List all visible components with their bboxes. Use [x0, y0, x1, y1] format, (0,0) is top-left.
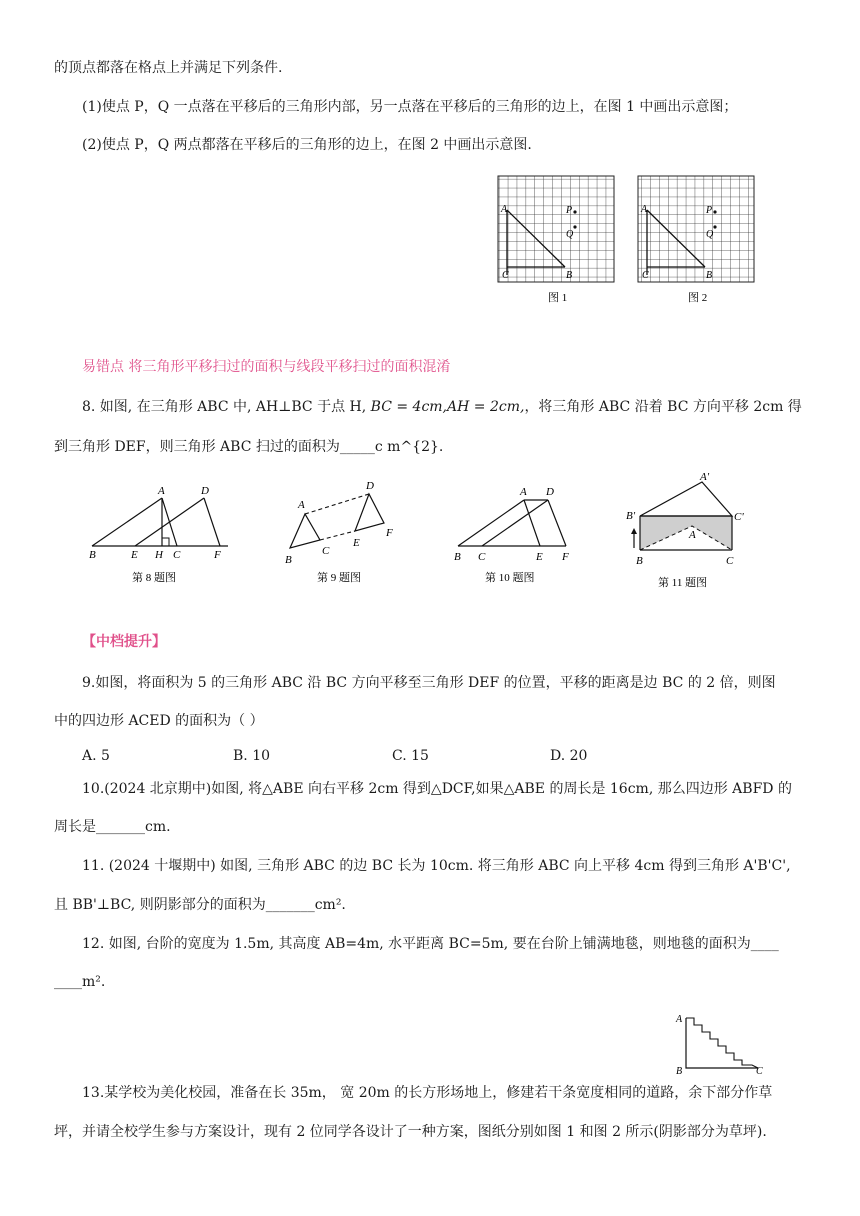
svg-text:D: D: [201, 485, 209, 497]
svg-text:D: D: [366, 480, 374, 492]
label-P: P: [706, 205, 713, 216]
svg-text:B: B: [89, 549, 96, 561]
pitfall-heading: 易错点 将三角形平移扫过的面积与线段平移扫过的面积混淆: [82, 359, 451, 375]
stairs-figure: [668, 1008, 778, 1080]
svg-text:A: A: [520, 486, 527, 498]
svg-text:F: F: [386, 527, 393, 539]
svg-text:B: B: [285, 554, 292, 566]
svg-text:A: A: [158, 485, 165, 497]
svg-text:A: A: [676, 1014, 683, 1025]
q9-line2: 中的四边形 ACED 的面积为（ ）: [54, 713, 264, 729]
q12-line2: ____m².: [54, 974, 106, 990]
grid-figure-2: [638, 176, 754, 282]
q11-line2: 且 BB'⊥BC, 则阴影部分的面积为_______cm².: [54, 897, 346, 913]
fig8-caption: 第 8 题图: [132, 572, 176, 584]
q7-part2: (2)使点 P，Q 两点都落在平移后的三角形的边上，在图 2 中画出示意图.: [82, 137, 532, 153]
svg-text:A: A: [298, 499, 305, 511]
q10-line1: 10.(2024 北京期中)如图, 将△ABE 向右平移 2cm 得到△DCF,如果△ABE 的周长是 16cm, 那么四边形 ABFD 的: [82, 781, 792, 797]
svg-text:E: E: [353, 537, 360, 549]
label-P: P: [566, 205, 573, 216]
svg-text:A': A': [700, 471, 710, 483]
svg-text:H: H: [155, 549, 163, 561]
fig11-caption: 第 11 题图: [658, 577, 708, 589]
svg-text:E: E: [536, 551, 543, 563]
figure-9: [285, 480, 393, 584]
q7-intro: 的顶点都落在格点上并满足下列条件.: [54, 60, 283, 76]
svg-text:E: E: [131, 549, 138, 561]
label-B: B: [706, 270, 713, 281]
svg-text:F: F: [562, 551, 569, 563]
svg-text:C: C: [756, 1066, 763, 1077]
q7-grid-figures: [490, 170, 790, 310]
svg-text:B: B: [636, 555, 643, 567]
label-Q: Q: [706, 229, 714, 240]
label-C: C: [642, 270, 649, 281]
label-C: C: [502, 270, 509, 281]
svg-text:C': C': [734, 511, 744, 523]
figure-11: [626, 471, 744, 589]
q9-option-a: A. 5: [82, 748, 110, 764]
fig2-caption: 图 2: [688, 292, 708, 304]
figures-row: [80, 470, 760, 595]
grid-figure-1: [498, 176, 614, 282]
label-A: A: [501, 204, 508, 215]
q8-math: BC = 4cm,AH = 2cm,: [370, 399, 525, 415]
svg-text:D: D: [546, 486, 554, 498]
fig1-caption: 图 1: [548, 292, 568, 304]
svg-text:B: B: [454, 551, 461, 563]
label-B: B: [566, 270, 573, 281]
svg-text:B: B: [676, 1066, 683, 1077]
q8-line1: 8. 如图, 在三角形 ABC 中, AH⊥BC 于点 H, BC = 4cm,AH = 2cm,，将三角形 ABC 沿着 BC 方向平移 2cm 得: [82, 399, 802, 415]
q9-line1: 9.如图，将面积为 5 的三角形 ABC 沿 BC 方向平移至三角形 DEF 的位置，平移的距离是边 BC 的 2 倍，则图: [82, 675, 776, 691]
q10-line2: 周长是_______cm.: [54, 819, 171, 835]
fig10-caption: 第 10 题图: [485, 572, 535, 584]
figure-8: [89, 485, 228, 584]
q12-line1: 12. 如图, 台阶的宽度为 1.5m, 其高度 AB=4m, 水平距离 BC=5m, 要在台阶上铺满地毯，则地毯的面积为____: [82, 936, 779, 952]
fig9-caption: 第 9 题图: [317, 572, 361, 584]
q7-part1: (1)使点 P，Q 一点落在平移后的三角形内部，另一点落在平移后的三角形的边上，在图 1 中画出示意图；: [82, 99, 738, 115]
label-A: A: [641, 204, 648, 215]
svg-text:B': B': [626, 510, 636, 522]
q13-line1: 13.某学校为美化校园，准备在长 35m， 宽 20m 的长方形场地上，修建若干条宽度相同的道路，余下部分作草: [82, 1085, 773, 1101]
svg-text:A: A: [689, 529, 696, 541]
svg-text:C: C: [726, 555, 734, 567]
svg-text:C: C: [478, 551, 486, 563]
q8-line2: 到三角形 DEF，则三角形 ABC 扫过的面积为_____c m^{2}.: [54, 439, 444, 455]
q9-option-d: D. 20: [550, 748, 588, 764]
q9-option-b: B. 10: [233, 748, 271, 764]
figure-10: [454, 486, 569, 584]
section-mid-heading: 【中档提升】: [82, 634, 166, 650]
q11-line1: 11. (2024 十堰期中) 如图, 三角形 ABC 的边 BC 长为 10cm. 将三角形 ABC 向上平移 4cm 得到三角形 A'B'C',: [82, 858, 791, 874]
svg-text:C: C: [322, 545, 330, 557]
q13-line2: 坪，并请全校学生参与方案设计，现有 2 位同学各设计了一种方案，图纸分别如图 1 和图 2 所示(阴影部分为草坪).: [54, 1124, 767, 1140]
svg-text:C: C: [173, 549, 181, 561]
q9-option-c: C. 15: [392, 748, 429, 764]
label-Q: Q: [566, 229, 574, 240]
svg-text:F: F: [214, 549, 221, 561]
